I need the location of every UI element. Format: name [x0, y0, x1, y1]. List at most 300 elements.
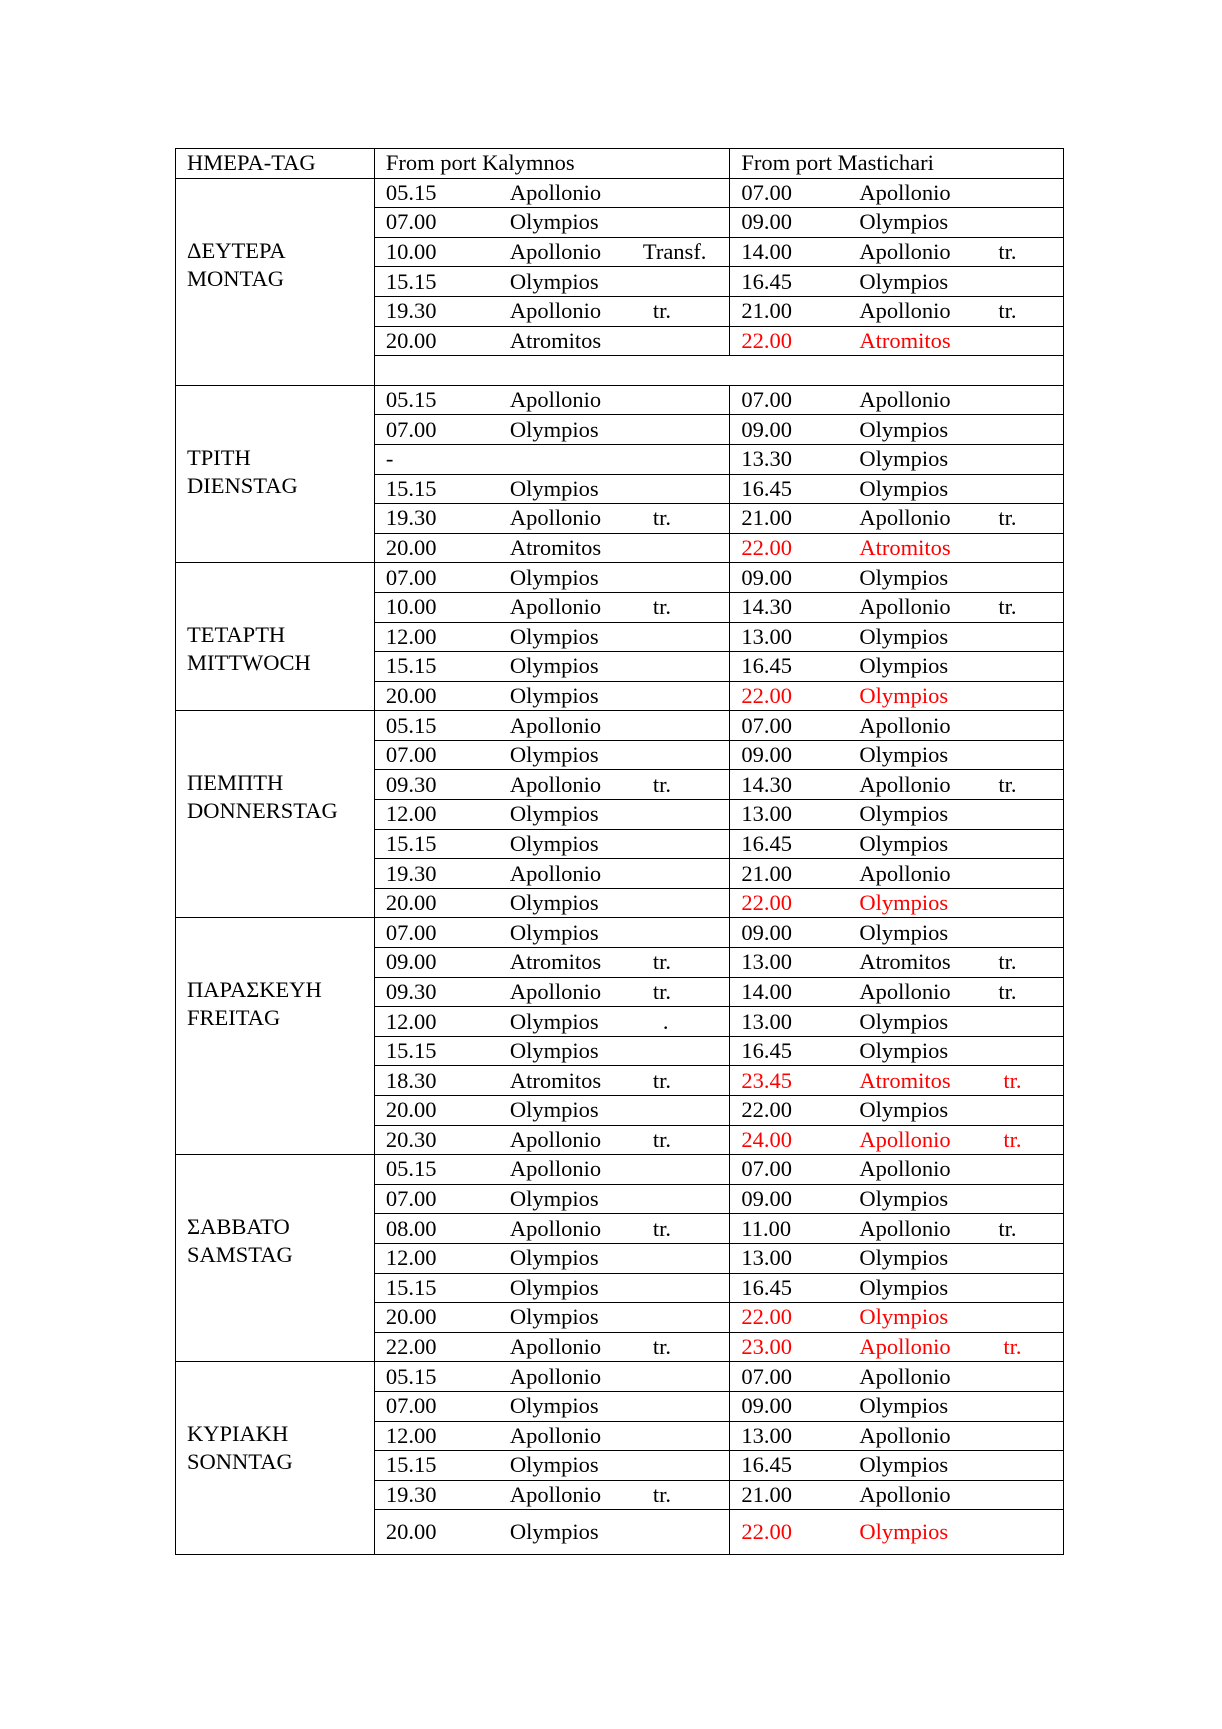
departure-time: 21.00	[741, 860, 793, 886]
kalymnos-departure-cell	[374, 740, 730, 770]
departure-time: 09.00	[741, 564, 793, 590]
ship-name: Apollonio	[859, 298, 951, 324]
kalymnos-departure-cell	[374, 1036, 730, 1066]
mastichari-departure-cell	[730, 1421, 1064, 1451]
kalymnos-departure-cell	[374, 533, 730, 563]
kalymnos-departure-cell	[374, 1480, 730, 1510]
mastichari-departure-cell	[730, 1066, 1064, 1096]
mastichari-departure-cell	[730, 1303, 1064, 1333]
day-label-cell	[176, 711, 375, 918]
transfer-note: tr.	[652, 949, 672, 975]
transfer-note: tr.	[652, 1334, 672, 1360]
departure-time: 14.30	[741, 771, 793, 797]
day-label-cell	[176, 385, 375, 563]
departure-time: 16.45	[741, 653, 793, 679]
departure-time: 21.00	[741, 298, 793, 324]
ship-name: Olympios	[859, 1519, 949, 1545]
kalymnos-departure-cell	[374, 652, 730, 682]
kalymnos-departure-cell	[374, 800, 730, 830]
ship-name: Apollonio	[509, 860, 602, 886]
ship-name: Apollonio	[859, 505, 951, 531]
header-from-kalymnos: From port Kalymnos	[374, 149, 730, 179]
mastichari-departure-cell	[730, 1332, 1064, 1362]
ship-name: Olympios	[509, 653, 599, 679]
ship-name: Olympios	[509, 1097, 599, 1123]
transfer-note: tr.	[652, 771, 672, 797]
kalymnos-departure-cell	[374, 1332, 730, 1362]
ship-name: Atromitos	[509, 1067, 602, 1093]
mastichari-departure-cell	[730, 533, 1064, 563]
transfer-note: tr.	[1003, 1334, 1022, 1360]
ship-name: Olympios	[859, 919, 949, 945]
day-name-greek: ΤΕΤΑΡΤΗ	[187, 622, 286, 648]
departure-time: 24.00	[741, 1126, 793, 1152]
departure-time: 05.15	[385, 1363, 437, 1389]
transfer-note: tr.	[652, 594, 672, 620]
day-label-cell	[176, 1155, 375, 1362]
ship-name: Apollonio	[859, 1422, 951, 1448]
ship-name: Apollonio	[509, 1126, 602, 1152]
ship-name: Olympios	[509, 209, 599, 235]
mastichari-departure-cell	[730, 977, 1064, 1007]
ship-name: Atromitos	[859, 949, 951, 975]
ship-name: Olympios	[859, 890, 949, 916]
mastichari-departure-cell	[730, 1007, 1064, 1037]
departure-time: 05.15	[385, 179, 437, 205]
kalymnos-departure-cell	[374, 1421, 730, 1451]
ship-name: Olympios	[859, 830, 949, 856]
ship-name: Atromitos	[509, 535, 602, 561]
departure-time: 10.00	[385, 239, 437, 265]
mastichari-departure-cell	[730, 948, 1064, 978]
departure-time: 09.00	[741, 742, 793, 768]
kalymnos-departure-cell	[374, 563, 730, 593]
departure-time: 21.00	[741, 505, 793, 531]
mastichari-departure-cell	[730, 859, 1064, 889]
departure-time: 08.00	[385, 1215, 437, 1241]
departure-time: 09.30	[385, 978, 437, 1004]
mastichari-departure-cell	[730, 1510, 1064, 1555]
mastichari-departure-cell	[730, 1480, 1064, 1510]
ship-name: Olympios	[509, 1304, 599, 1330]
kalymnos-departure-cell	[374, 1155, 730, 1185]
kalymnos-departure-cell	[374, 178, 730, 208]
kalymnos-departure-cell	[374, 1214, 730, 1244]
ship-name: Apollonio	[859, 179, 951, 205]
ship-name: Olympios	[509, 830, 599, 856]
kalymnos-departure-cell	[374, 1510, 730, 1555]
departure-time: 13.00	[741, 1422, 793, 1448]
header-day: ΗΜΕΡΑ-TAG	[176, 149, 375, 179]
schedule-row	[176, 385, 1064, 415]
ship-name: Apollonio	[509, 594, 602, 620]
kalymnos-departure-cell	[374, 385, 730, 415]
departure-time: 22.00	[741, 682, 793, 708]
ship-name: Olympios	[859, 1304, 949, 1330]
mastichari-departure-cell	[730, 681, 1064, 711]
kalymnos-departure-cell	[374, 1007, 730, 1037]
departure-time: 14.00	[741, 978, 793, 1004]
departure-time: 16.45	[741, 475, 793, 501]
departure-time: 20.00	[385, 1304, 437, 1330]
departure-time: 13.00	[741, 801, 793, 827]
mastichari-departure-cell	[730, 770, 1064, 800]
kalymnos-departure-cell	[374, 1273, 730, 1303]
ship-name: Olympios	[859, 801, 949, 827]
kalymnos-departure-cell	[374, 829, 730, 859]
kalymnos-departure-cell	[374, 711, 730, 741]
kalymnos-departure-cell	[374, 1096, 730, 1126]
departure-time: 12.00	[385, 1008, 437, 1034]
mastichari-departure-cell	[730, 1391, 1064, 1421]
departure-time: 15.15	[385, 653, 437, 679]
day-name-german: SAMSTAG	[187, 1242, 293, 1268]
ship-name: Olympios	[859, 1038, 949, 1064]
ship-name: Apollonio	[509, 298, 602, 324]
mastichari-departure-cell	[730, 444, 1064, 474]
transfer-note: tr.	[652, 1215, 672, 1241]
mastichari-departure-cell	[730, 740, 1064, 770]
departure-time: 05.15	[385, 387, 437, 413]
ferry-schedule-table	[175, 148, 1064, 1555]
day-name-german: DIENSTAG	[187, 472, 298, 498]
ship-name: Atromitos	[859, 535, 951, 561]
departure-time: 22.00	[741, 890, 793, 916]
ship-name: Apollonio	[859, 1334, 951, 1360]
transfer-note: tr.	[652, 1126, 672, 1152]
mastichari-departure-cell	[730, 504, 1064, 534]
departure-time: 19.30	[385, 860, 437, 886]
ship-name: Atromitos	[509, 327, 602, 353]
departure-time: 07.00	[385, 416, 437, 442]
departure-time: 12.00	[385, 801, 437, 827]
day-name-german: SONNTAG	[187, 1449, 293, 1475]
ship-name: Apollonio	[509, 1482, 602, 1508]
mastichari-departure-cell	[730, 267, 1064, 297]
header-row	[176, 149, 1064, 179]
ship-name: Olympios	[509, 1519, 599, 1545]
mastichari-departure-cell	[730, 652, 1064, 682]
transfer-note: tr.	[652, 505, 672, 531]
transfer-note: tr.	[998, 1215, 1017, 1241]
kalymnos-departure-cell	[374, 1362, 730, 1392]
departure-time: 15.15	[385, 475, 437, 501]
ship-name: Apollonio	[509, 1215, 602, 1241]
mastichari-departure-cell	[730, 1451, 1064, 1481]
ship-name: Olympios	[859, 564, 949, 590]
transfer-note: tr.	[998, 771, 1017, 797]
ship-name: Apollonio	[509, 771, 602, 797]
transfer-note: tr.	[998, 298, 1017, 324]
mastichari-departure-cell	[730, 474, 1064, 504]
mastichari-departure-cell	[730, 563, 1064, 593]
kalymnos-departure-cell	[374, 1125, 730, 1155]
departure-time: 20.00	[385, 327, 437, 353]
ship-name: Apollonio	[509, 387, 602, 413]
day-name-greek: ΣΑΒΒΑΤΟ	[187, 1214, 290, 1240]
kalymnos-departure-cell	[374, 1243, 730, 1273]
day-label-cell	[176, 918, 375, 1155]
departure-time: 19.30	[385, 298, 437, 324]
kalymnos-departure-cell	[374, 444, 730, 474]
mastichari-departure-cell	[730, 800, 1064, 830]
departure-time: 20.30	[385, 1126, 437, 1152]
kalymnos-departure-cell	[374, 208, 730, 238]
mastichari-departure-cell	[730, 178, 1064, 208]
kalymnos-departure-cell	[374, 504, 730, 534]
mastichari-departure-cell	[730, 237, 1064, 267]
ship-name: Olympios	[509, 1186, 599, 1212]
departure-time: 22.00	[385, 1334, 437, 1360]
departure-time: 12.00	[385, 623, 437, 649]
departure-time: 15.15	[385, 1452, 437, 1478]
departure-time: 16.45	[741, 1038, 793, 1064]
departure-time: 15.15	[385, 268, 437, 294]
mastichari-departure-cell	[730, 1243, 1064, 1273]
departure-time: 15.15	[385, 830, 437, 856]
day-label-cell	[176, 178, 375, 385]
kalymnos-departure-cell	[374, 770, 730, 800]
departure-time: 19.30	[385, 1482, 437, 1508]
departure-time: 07.00	[741, 1156, 793, 1182]
departure-time: 16.45	[741, 830, 793, 856]
kalymnos-departure-cell	[374, 592, 730, 622]
mastichari-departure-cell	[730, 918, 1064, 948]
day-label-cell	[176, 563, 375, 711]
ship-name: Olympios	[509, 268, 599, 294]
ship-name: Apollonio	[859, 771, 951, 797]
day-name-greek: ΔΕΥΤΕΡΑ	[187, 237, 286, 263]
transfer-note: tr.	[652, 1482, 672, 1508]
ship-name: Olympios	[859, 1008, 949, 1034]
transfer-note: tr.	[998, 505, 1017, 531]
departure-time: 09.00	[741, 1393, 793, 1419]
departure-time: 23.00	[741, 1334, 793, 1360]
ship-name: Olympios	[859, 416, 949, 442]
departure-time: 05.15	[385, 1156, 437, 1182]
departure-time: 09.00	[741, 919, 793, 945]
transfer-note: tr.	[652, 978, 672, 1004]
ship-name: Olympios	[509, 919, 599, 945]
kalymnos-departure-cell	[374, 1451, 730, 1481]
ship-name: Olympios	[509, 1008, 599, 1034]
kalymnos-departure-cell	[374, 622, 730, 652]
ship-name: Apollonio	[859, 712, 951, 738]
mastichari-departure-cell	[730, 1125, 1064, 1155]
departure-time: 16.45	[741, 1274, 793, 1300]
day-name-greek: ΠΕΜΠΤΗ	[187, 770, 284, 796]
ship-name: Olympios	[859, 209, 949, 235]
kalymnos-departure-cell	[374, 415, 730, 445]
ship-name: Apollonio	[859, 387, 951, 413]
mastichari-departure-cell	[730, 1036, 1064, 1066]
kalymnos-departure-cell	[374, 1184, 730, 1214]
transfer-note: tr.	[652, 298, 672, 324]
day-name-greek: ΚΥΡΙΑΚΗ	[187, 1421, 289, 1447]
empty-cell	[374, 356, 1063, 386]
ship-name: Olympios	[859, 1097, 949, 1123]
kalymnos-departure-cell	[374, 296, 730, 326]
departure-time: 09.00	[741, 416, 793, 442]
transfer-note: Transf.	[642, 239, 707, 265]
departure-time: 09.30	[385, 771, 437, 797]
ship-name: Olympios	[859, 1186, 949, 1212]
departure-time: 13.00	[741, 623, 793, 649]
schedule-row	[176, 1155, 1064, 1185]
departure-time: 07.00	[741, 179, 793, 205]
mastichari-departure-cell	[730, 622, 1064, 652]
mastichari-departure-cell	[730, 415, 1064, 445]
departure-time: 20.00	[385, 535, 437, 561]
departure-time: 22.00	[741, 327, 793, 353]
ship-name: Apollonio	[859, 594, 951, 620]
schedule-row	[176, 1362, 1064, 1392]
ship-name: Olympios	[509, 623, 599, 649]
kalymnos-departure-cell	[374, 326, 730, 356]
day-name-german: DONNERSTAG	[187, 798, 338, 824]
ship-name: Apollonio	[509, 179, 602, 205]
departure-time: 12.00	[385, 1245, 437, 1271]
ship-name: Olympios	[509, 1274, 599, 1300]
ship-name: Atromitos	[859, 1067, 951, 1093]
ship-name: Apollonio	[859, 1215, 951, 1241]
ship-name: Apollonio	[859, 860, 951, 886]
departure-time: 09.00	[385, 949, 437, 975]
ship-name: Olympios	[509, 1245, 599, 1271]
ship-name: Apollonio	[509, 712, 602, 738]
mastichari-departure-cell	[730, 1096, 1064, 1126]
kalymnos-departure-cell	[374, 1303, 730, 1333]
departure-time: 22.00	[741, 1519, 793, 1545]
departure-time: -	[385, 446, 394, 472]
kalymnos-departure-cell	[374, 918, 730, 948]
departure-time: 12.00	[385, 1422, 437, 1448]
transfer-note: tr.	[998, 239, 1017, 265]
transfer-note: .	[662, 1008, 669, 1034]
departure-time: 13.30	[741, 446, 793, 472]
ship-name: Olympios	[859, 475, 949, 501]
transfer-note: tr.	[652, 1067, 672, 1093]
departure-time: 15.15	[385, 1274, 437, 1300]
transfer-note: tr.	[998, 978, 1017, 1004]
ship-name: Olympios	[859, 623, 949, 649]
departure-time: 23.45	[741, 1067, 793, 1093]
day-name-greek: ΠΑΡΑΣΚΕΥΗ	[187, 977, 322, 1003]
ship-name: Olympios	[509, 564, 599, 590]
mastichari-departure-cell	[730, 1273, 1064, 1303]
ship-name: Olympios	[509, 801, 599, 827]
departure-time: 07.00	[385, 1393, 437, 1419]
ship-name: Olympios	[509, 1452, 599, 1478]
kalymnos-departure-cell	[374, 977, 730, 1007]
departure-time: 20.00	[385, 1519, 437, 1545]
ship-name: Apollonio	[509, 239, 602, 265]
kalymnos-departure-cell	[374, 1391, 730, 1421]
departure-time: 07.00	[741, 712, 793, 738]
ship-name: Olympios	[509, 682, 599, 708]
departure-time: 21.00	[741, 1482, 793, 1508]
mastichari-departure-cell	[730, 592, 1064, 622]
mastichari-departure-cell	[730, 888, 1064, 918]
mastichari-departure-cell	[730, 385, 1064, 415]
schedule-row	[176, 563, 1064, 593]
ship-name: Olympios	[859, 682, 949, 708]
ship-name: Olympios	[509, 1038, 599, 1064]
departure-time: 07.00	[741, 1363, 793, 1389]
day-name-german: MITTWOCH	[187, 650, 311, 676]
departure-time: 19.30	[385, 505, 437, 531]
departure-time: 22.00	[741, 535, 793, 561]
schedule-body	[176, 178, 1064, 1555]
ship-name: Apollonio	[859, 1482, 951, 1508]
departure-time: 22.00	[741, 1097, 793, 1123]
schedule-row	[176, 178, 1064, 208]
mastichari-departure-cell	[730, 1155, 1064, 1185]
kalymnos-departure-cell	[374, 681, 730, 711]
ship-name: Apollonio	[859, 239, 951, 265]
kalymnos-departure-cell	[374, 888, 730, 918]
departure-time: 13.00	[741, 1245, 793, 1271]
ship-name: Olympios	[859, 1393, 949, 1419]
ship-name: Olympios	[859, 268, 949, 294]
ship-name: Atromitos	[859, 327, 951, 353]
mastichari-departure-cell	[730, 1362, 1064, 1392]
departure-time: 07.00	[741, 387, 793, 413]
departure-time: 18.30	[385, 1067, 437, 1093]
transfer-note: tr.	[1003, 1067, 1022, 1093]
mastichari-departure-cell	[730, 1214, 1064, 1244]
ship-name: Apollonio	[509, 978, 602, 1004]
ship-name: Apollonio	[859, 1363, 951, 1389]
ship-name: Apollonio	[509, 505, 602, 531]
departure-time: 14.00	[741, 239, 793, 265]
departure-time: 09.00	[741, 209, 793, 235]
day-label-cell	[176, 1362, 375, 1555]
departure-time: 20.00	[385, 682, 437, 708]
kalymnos-departure-cell	[374, 859, 730, 889]
departure-time: 09.00	[741, 1186, 793, 1212]
ship-name: Olympios	[509, 742, 599, 768]
mastichari-departure-cell	[730, 1184, 1064, 1214]
ship-name: Olympios	[509, 416, 599, 442]
schedule-row	[176, 918, 1064, 948]
departure-time: 15.15	[385, 1038, 437, 1064]
ship-name: Olympios	[859, 742, 949, 768]
departure-time: 14.30	[741, 594, 793, 620]
departure-time: 13.00	[741, 1008, 793, 1034]
schedule-row	[176, 711, 1064, 741]
departure-time: 07.00	[385, 919, 437, 945]
ship-name: Apollonio	[509, 1422, 602, 1448]
departure-time: 07.00	[385, 1186, 437, 1212]
transfer-note: tr.	[998, 949, 1017, 975]
departure-time: 07.00	[385, 564, 437, 590]
departure-time: 10.00	[385, 594, 437, 620]
mastichari-departure-cell	[730, 326, 1064, 356]
ship-name: Apollonio	[509, 1156, 602, 1182]
ship-name: Olympios	[859, 1274, 949, 1300]
header-from-mastichari: From port Mastichari	[730, 149, 1064, 179]
kalymnos-departure-cell	[374, 948, 730, 978]
departure-time: 16.45	[741, 1452, 793, 1478]
ship-name: Atromitos	[509, 949, 602, 975]
ship-name: Apollonio	[859, 1156, 951, 1182]
transfer-note: tr.	[1003, 1126, 1022, 1152]
ship-name: Olympios	[859, 653, 949, 679]
mastichari-departure-cell	[730, 829, 1064, 859]
kalymnos-departure-cell	[374, 267, 730, 297]
kalymnos-departure-cell	[374, 474, 730, 504]
